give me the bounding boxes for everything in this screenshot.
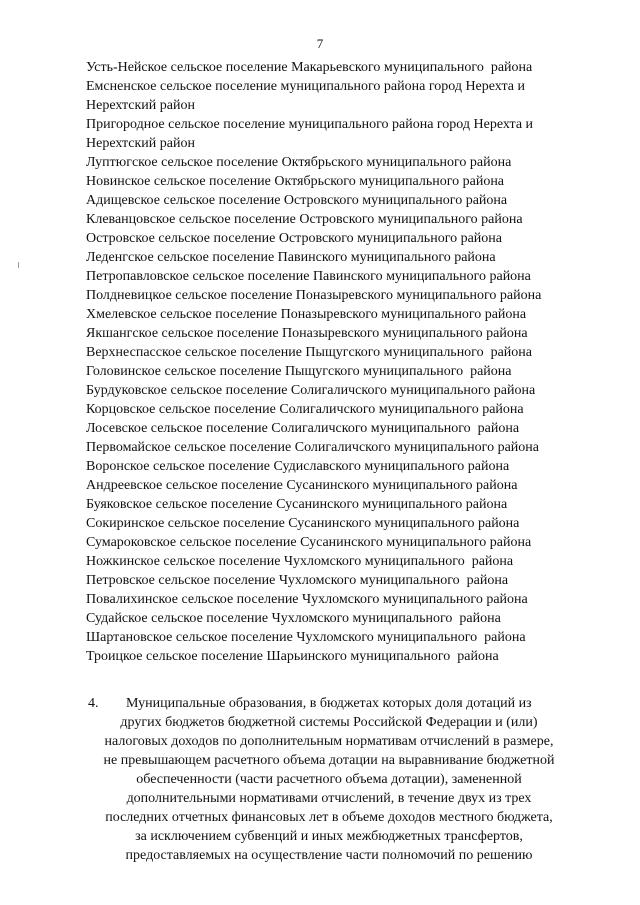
list-item: Хмелевское сельское поселение Поназыревского муниципального района	[86, 307, 527, 322]
list-item: Бурдуковское сельское поселение Солигаличского муниципального района	[86, 383, 536, 398]
section-text-line: налоговых доходов по дополнительным нормативам отчислений в размере,	[104, 734, 554, 749]
section-text-line: Муниципальные образования, в бюджетах которых доля дотаций из	[126, 696, 532, 711]
list-item: Воронское сельское поселение Судиславского муниципального района	[86, 459, 510, 474]
list-item: Островское сельское поселение Островского муниципального района	[86, 231, 502, 246]
list-item: Первомайское сельское поселение Солигаличского муниципального района	[86, 440, 539, 455]
section-text-line: не превышающем расчетного объема дотации на выравнивание бюджетной	[103, 753, 555, 768]
list-item: Сумароковское сельское поселение Сусанинского муниципального района	[86, 535, 532, 550]
list-item: Луптюгское сельское поселение Октябрьского муниципального района	[86, 155, 512, 170]
settlement-list	[86, 58, 586, 666]
list-item: Новинское сельское поселение Октябрьского муниципального района	[86, 174, 505, 189]
section-text-line: других бюджетов бюджетной системы Российской Федерации и (или)	[120, 715, 538, 730]
list-item: Адищевское сельское поселение Островского муниципального района	[86, 193, 508, 208]
list-item: Андреевское сельское поселение Сусанинского муниципального района	[86, 478, 518, 493]
list-item: Повалихинское сельское поселение Чухломского муниципального района	[86, 592, 528, 607]
section-4	[84, 694, 574, 865]
list-item: Петровское сельское поселение Чухломского муниципального района	[86, 573, 509, 588]
list-item: Леденгское сельское поселение Павинского муниципального района	[86, 250, 496, 265]
list-item: Верхнеспасское сельское поселение Пыщугского муниципального района	[86, 345, 532, 360]
list-item: Клеванцовское сельское поселение Островского муниципального района	[86, 212, 523, 227]
list-item: Петропавловское сельское поселение Павинского муниципального района	[86, 269, 531, 284]
list-item: Судайское сельское поселение Чухломского муниципального района	[86, 611, 501, 626]
list-item: Пригородное сельское поселение муниципального района город Нерехта и Нерехтский район	[86, 117, 537, 151]
section-text-line: дополнительными нормативами отчислений, в течение двух из трех	[126, 791, 532, 806]
scan-mark	[18, 262, 19, 268]
section-text-line: предоставляемых на осуществление части полномочий по решению	[125, 848, 533, 863]
list-item: Полдневицкое сельское поселение Поназыревского муниципального района	[86, 288, 542, 303]
page-number: 7	[316, 36, 324, 51]
section-number: 4.	[88, 696, 99, 711]
list-item: Лосевское сельское поселение Солигаличского муниципального района	[86, 421, 520, 436]
list-item: Головинское сельское поселение Пыщугского муниципального района	[86, 364, 512, 379]
section-text-line: обеспеченности (части расчетного объема дотации), замененной	[136, 772, 522, 787]
section-text-line: за исключением субвенций и иных межбюджетных трансфертов,	[135, 829, 523, 844]
list-item: Якшангское сельское поселение Поназыревского муниципального района	[86, 326, 528, 341]
list-item: Усть-Нейское сельское поселение Макарьевского муниципального района	[86, 60, 533, 75]
list-item: Ножкинское сельское поселение Чухломского муниципального района	[86, 554, 514, 569]
list-item: Сокиринское сельское поселение Сусанинского муниципального района	[86, 516, 520, 531]
list-item: Шартановское сельское поселение Чухломского муниципального района	[86, 630, 526, 645]
list-item: Корцовское сельское поселение Солигаличского муниципального района	[86, 402, 524, 417]
section-first-line	[84, 694, 574, 713]
list-item: Емсненское сельское поселение муниципального района город Нерехта и Нерехтский район	[86, 79, 529, 113]
list-item: Буяковское сельское поселение Сусанинского муниципального района	[86, 497, 508, 512]
section-text-line: последних отчетных финансовых лет в объеме доходов местного бюджета,	[105, 810, 553, 825]
list-item: Троицкое сельское поселение Шарьинского муниципального района	[86, 649, 499, 664]
